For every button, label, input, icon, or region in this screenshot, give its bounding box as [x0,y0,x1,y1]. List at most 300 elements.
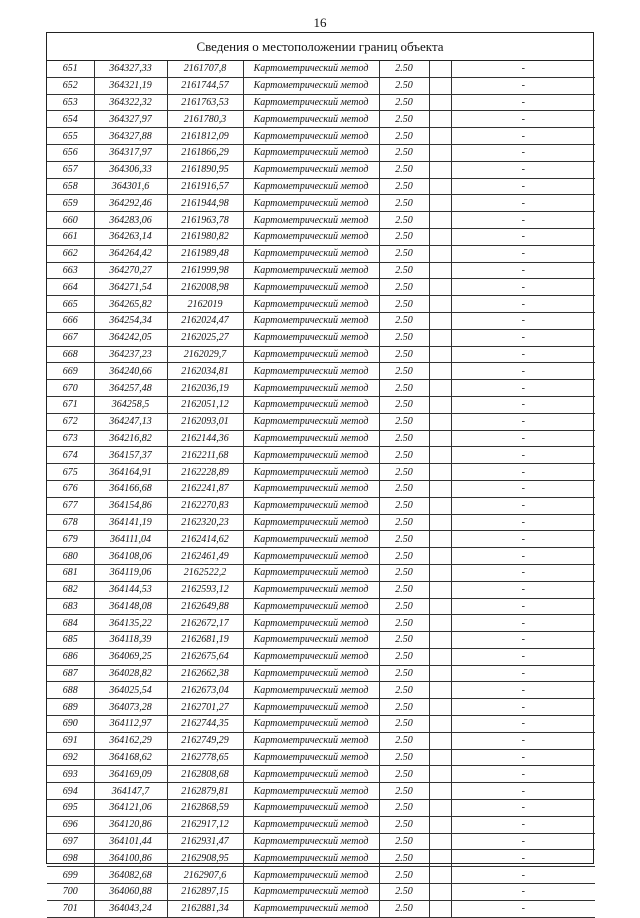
cell-coord-y: 2162228,89 [167,464,243,481]
cell-blank [429,833,451,850]
table-row [47,262,595,279]
cell-point-number: 664 [47,279,94,296]
cell-blank [429,212,451,229]
cell-accuracy: 2.50 [379,346,429,363]
cell-blank [429,128,451,145]
cell-point-number: 654 [47,111,94,128]
cell-description: - [451,212,595,229]
cell-coord-x: 364257,48 [94,380,167,397]
cell-method: Картометрический метод [243,749,379,766]
cell-coord-x: 364166,68 [94,480,167,497]
cell-coord-y: 2162673,04 [167,682,243,699]
cell-coord-y: 2162093,01 [167,413,243,430]
cell-point-number: 676 [47,480,94,497]
cell-point-number: 681 [47,564,94,581]
cell-method: Картометрический метод [243,312,379,329]
table-row [47,178,595,195]
cell-coord-y: 2162034,81 [167,363,243,380]
cell-coord-y: 2161944,98 [167,195,243,212]
cell-coord-y: 2161999,98 [167,262,243,279]
cell-accuracy: 2.50 [379,766,429,783]
cell-description: - [451,245,595,262]
cell-blank [429,867,451,884]
boundary-table-frame [46,32,594,915]
cell-coord-y: 2162897,15 [167,884,243,901]
table-row [47,648,595,665]
cell-point-number: 685 [47,632,94,649]
cell-accuracy: 2.50 [379,228,429,245]
cell-point-number: 673 [47,430,94,447]
table-row [47,598,595,615]
cell-accuracy: 2.50 [379,833,429,850]
cell-description: - [451,850,595,867]
cell-accuracy: 2.50 [379,279,429,296]
cell-blank [429,144,451,161]
cell-blank [429,346,451,363]
cell-accuracy: 2.50 [379,514,429,531]
cell-coord-y: 2161812,09 [167,128,243,145]
cell-accuracy: 2.50 [379,699,429,716]
cell-method: Картометрический метод [243,61,379,77]
cell-point-number: 686 [47,648,94,665]
table-row [47,94,595,111]
cell-point-number: 687 [47,665,94,682]
table-row [47,783,595,800]
cell-description: - [451,766,595,783]
table-row [47,884,595,901]
cell-point-number: 693 [47,766,94,783]
cell-coord-y: 2161707,8 [167,61,243,77]
cell-coord-x: 364265,82 [94,296,167,313]
cell-coord-x: 364327,33 [94,61,167,77]
cell-method: Картометрический метод [243,581,379,598]
cell-point-number: 690 [47,716,94,733]
cell-coord-x: 364321,19 [94,77,167,94]
cell-point-number: 651 [47,61,94,77]
cell-coord-x: 364327,88 [94,128,167,145]
cell-accuracy: 2.50 [379,464,429,481]
cell-blank [429,363,451,380]
cell-coord-x: 364120,86 [94,816,167,833]
cell-blank [429,749,451,766]
table-row [47,61,595,77]
cell-accuracy: 2.50 [379,716,429,733]
cell-method: Картометрический метод [243,900,379,917]
cell-point-number: 665 [47,296,94,313]
cell-accuracy: 2.50 [379,245,429,262]
cell-description: - [451,161,595,178]
cell-accuracy: 2.50 [379,632,429,649]
cell-coord-x: 364154,86 [94,497,167,514]
table-row [47,850,595,867]
cell-accuracy: 2.50 [379,61,429,77]
cell-method: Картометрический метод [243,346,379,363]
cell-accuracy: 2.50 [379,447,429,464]
cell-method: Картометрический метод [243,531,379,548]
cell-description: - [451,296,595,313]
cell-description: - [451,228,595,245]
cell-coord-y: 2161980,82 [167,228,243,245]
cell-method: Картометрический метод [243,716,379,733]
table-row [47,296,595,313]
cell-method: Картометрический метод [243,380,379,397]
table-row [47,732,595,749]
table-row [47,564,595,581]
cell-coord-x: 364271,54 [94,279,167,296]
table-row [47,363,595,380]
cell-coord-x: 364147,7 [94,783,167,800]
cell-point-number: 674 [47,447,94,464]
table-title: Сведения о местоположении границ объекта [47,33,593,61]
cell-description: - [451,61,595,77]
cell-accuracy: 2.50 [379,430,429,447]
cell-coord-y: 2162881,34 [167,900,243,917]
cell-coord-y: 2162649,88 [167,598,243,615]
cell-description: - [451,732,595,749]
table-row [47,766,595,783]
cell-method: Картометрический метод [243,783,379,800]
cell-point-number: 694 [47,783,94,800]
cell-accuracy: 2.50 [379,800,429,817]
cell-point-number: 671 [47,396,94,413]
cell-description: - [451,682,595,699]
table-row [47,682,595,699]
cell-accuracy: 2.50 [379,329,429,346]
cell-coord-x: 364292,46 [94,195,167,212]
cell-accuracy: 2.50 [379,732,429,749]
cell-accuracy: 2.50 [379,564,429,581]
cell-coord-y: 2162414,62 [167,531,243,548]
table-row [47,497,595,514]
cell-point-number: 653 [47,94,94,111]
cell-coord-x: 364283,06 [94,212,167,229]
cell-method: Картометрический метод [243,128,379,145]
cell-accuracy: 2.50 [379,212,429,229]
table-row [47,531,595,548]
cell-point-number: 682 [47,581,94,598]
cell-method: Картометрический метод [243,178,379,195]
cell-coord-x: 364112,97 [94,716,167,733]
cell-point-number: 672 [47,413,94,430]
cell-blank [429,228,451,245]
cell-accuracy: 2.50 [379,312,429,329]
cell-method: Картометрический метод [243,598,379,615]
cell-coord-x: 364157,37 [94,447,167,464]
cell-point-number: 652 [47,77,94,94]
cell-blank [429,464,451,481]
cell-accuracy: 2.50 [379,380,429,397]
cell-coord-y: 2162672,17 [167,615,243,632]
cell-description: - [451,816,595,833]
cell-coord-y: 2161916,57 [167,178,243,195]
cell-description: - [451,262,595,279]
cell-description: - [451,632,595,649]
cell-coord-y: 2162744,35 [167,716,243,733]
cell-description: - [451,380,595,397]
cell-blank [429,61,451,77]
cell-coord-y: 2162241,87 [167,480,243,497]
cell-coord-x: 364069,25 [94,648,167,665]
coordinates-table [47,61,595,918]
cell-point-number: 677 [47,497,94,514]
cell-method: Картометрический метод [243,665,379,682]
cell-coord-y: 2162036,19 [167,380,243,397]
cell-blank [429,514,451,531]
cell-coord-y: 2162270,83 [167,497,243,514]
cell-description: - [451,94,595,111]
cell-description: - [451,514,595,531]
cell-description: - [451,581,595,598]
cell-coord-x: 364306,33 [94,161,167,178]
cell-coord-x: 364121,06 [94,800,167,817]
cell-blank [429,783,451,800]
cell-accuracy: 2.50 [379,413,429,430]
cell-accuracy: 2.50 [379,884,429,901]
cell-description: - [451,312,595,329]
cell-description: - [451,833,595,850]
cell-method: Картометрический метод [243,413,379,430]
table-row [47,480,595,497]
cell-method: Картометрический метод [243,279,379,296]
table-row [47,900,595,917]
cell-blank [429,94,451,111]
cell-method: Картометрический метод [243,363,379,380]
cell-method: Картометрический метод [243,800,379,817]
cell-coord-y: 2162019 [167,296,243,313]
cell-coord-x: 364118,39 [94,632,167,649]
cell-description: - [451,749,595,766]
table-row [47,581,595,598]
cell-point-number: 663 [47,262,94,279]
cell-description: - [451,665,595,682]
cell-coord-x: 364082,68 [94,867,167,884]
cell-blank [429,111,451,128]
cell-coord-y: 2162778,65 [167,749,243,766]
cell-description: - [451,77,595,94]
cell-coord-x: 364108,06 [94,548,167,565]
cell-coord-y: 2162908,95 [167,850,243,867]
cell-coord-y: 2162675,64 [167,648,243,665]
cell-blank [429,900,451,917]
cell-coord-x: 364025,54 [94,682,167,699]
cell-blank [429,732,451,749]
table-row [47,615,595,632]
cell-blank [429,615,451,632]
cell-accuracy: 2.50 [379,598,429,615]
table-row [47,195,595,212]
cell-point-number: 692 [47,749,94,766]
cell-coord-y: 2161890,95 [167,161,243,178]
cell-point-number: 660 [47,212,94,229]
cell-blank [429,296,451,313]
cell-method: Картометрический метод [243,682,379,699]
cell-accuracy: 2.50 [379,867,429,884]
cell-accuracy: 2.50 [379,144,429,161]
cell-accuracy: 2.50 [379,615,429,632]
cell-coord-x: 364258,5 [94,396,167,413]
table-row [47,464,595,481]
table-row [47,716,595,733]
cell-point-number: 697 [47,833,94,850]
cell-coord-x: 364216,82 [94,430,167,447]
table-row [47,346,595,363]
cell-description: - [451,480,595,497]
cell-blank [429,800,451,817]
cell-method: Картометрический метод [243,699,379,716]
cell-coord-x: 364263,14 [94,228,167,245]
cell-blank [429,77,451,94]
table-row [47,632,595,649]
cell-coord-x: 364148,08 [94,598,167,615]
cell-accuracy: 2.50 [379,94,429,111]
cell-coord-x: 364060,88 [94,884,167,901]
cell-method: Картометрический метод [243,648,379,665]
table-row [47,111,595,128]
cell-accuracy: 2.50 [379,128,429,145]
cell-accuracy: 2.50 [379,262,429,279]
cell-description: - [451,178,595,195]
cell-description: - [451,783,595,800]
cell-method: Картометрический метод [243,430,379,447]
table-row [47,413,595,430]
cell-method: Картометрический метод [243,329,379,346]
cell-accuracy: 2.50 [379,296,429,313]
cell-coord-y: 2162808,68 [167,766,243,783]
cell-coord-y: 2162008,98 [167,279,243,296]
cell-coord-y: 2162522,2 [167,564,243,581]
cell-coord-y: 2161989,48 [167,245,243,262]
cell-blank [429,598,451,615]
table-row [47,396,595,413]
cell-blank [429,380,451,397]
cell-coord-x: 364327,97 [94,111,167,128]
table-row [47,329,595,346]
cell-blank [429,682,451,699]
table-row [47,430,595,447]
cell-blank [429,581,451,598]
table-row [47,128,595,145]
cell-accuracy: 2.50 [379,497,429,514]
cell-coord-x: 364168,62 [94,749,167,766]
cell-method: Картометрический метод [243,884,379,901]
cell-method: Картометрический метод [243,766,379,783]
cell-point-number: 657 [47,161,94,178]
cell-accuracy: 2.50 [379,161,429,178]
cell-blank [429,766,451,783]
cell-description: - [451,111,595,128]
cell-method: Картометрический метод [243,447,379,464]
cell-point-number: 698 [47,850,94,867]
table-row [47,867,595,884]
cell-accuracy: 2.50 [379,363,429,380]
cell-blank [429,413,451,430]
cell-description: - [451,497,595,514]
cell-method: Картометрический метод [243,111,379,128]
cell-method: Картометрический метод [243,867,379,884]
table-row [47,800,595,817]
cell-blank [429,329,451,346]
cell-coord-y: 2162025,27 [167,329,243,346]
cell-blank [429,245,451,262]
cell-method: Картометрический метод [243,161,379,178]
cell-description: - [451,430,595,447]
cell-description: - [451,564,595,581]
cell-method: Картометрический метод [243,228,379,245]
cell-description: - [451,800,595,817]
cell-blank [429,564,451,581]
cell-blank [429,665,451,682]
cell-method: Картометрический метод [243,262,379,279]
cell-blank [429,632,451,649]
cell-coord-x: 364254,34 [94,312,167,329]
cell-description: - [451,867,595,884]
cell-coord-x: 364237,23 [94,346,167,363]
cell-coord-x: 364322,32 [94,94,167,111]
cell-coord-y: 2162029,7 [167,346,243,363]
cell-accuracy: 2.50 [379,396,429,413]
cell-accuracy: 2.50 [379,682,429,699]
cell-accuracy: 2.50 [379,111,429,128]
cell-method: Картометрический метод [243,732,379,749]
cell-coord-y: 2162211,68 [167,447,243,464]
cell-coord-y: 2162917,12 [167,816,243,833]
cell-blank [429,195,451,212]
cell-description: - [451,363,595,380]
table-row [47,749,595,766]
cell-accuracy: 2.50 [379,665,429,682]
cell-coord-x: 364073,28 [94,699,167,716]
cell-blank [429,262,451,279]
cell-coord-y: 2161763,53 [167,94,243,111]
cell-method: Картометрический метод [243,615,379,632]
cell-description: - [451,329,595,346]
table-row [47,665,595,682]
cell-coord-y: 2162461,49 [167,548,243,565]
cell-coord-x: 364119,06 [94,564,167,581]
cell-accuracy: 2.50 [379,195,429,212]
table-row [47,279,595,296]
cell-point-number: 688 [47,682,94,699]
table-row [47,514,595,531]
cell-blank [429,548,451,565]
cell-description: - [451,413,595,430]
cell-blank [429,884,451,901]
cell-coord-y: 2162749,29 [167,732,243,749]
table-row [47,447,595,464]
cell-point-number: 679 [47,531,94,548]
cell-description: - [451,648,595,665]
cell-accuracy: 2.50 [379,648,429,665]
cell-method: Картометрический метод [243,497,379,514]
cell-blank [429,648,451,665]
cell-point-number: 691 [47,732,94,749]
cell-blank [429,497,451,514]
cell-blank [429,480,451,497]
cell-coord-y: 2162024,47 [167,312,243,329]
cell-coord-y: 2161963,78 [167,212,243,229]
cell-point-number: 661 [47,228,94,245]
cell-accuracy: 2.50 [379,178,429,195]
cell-blank [429,161,451,178]
cell-point-number: 659 [47,195,94,212]
cell-point-number: 669 [47,363,94,380]
cell-description: - [451,396,595,413]
cell-accuracy: 2.50 [379,480,429,497]
cell-description: - [451,447,595,464]
cell-coord-x: 364317,97 [94,144,167,161]
cell-blank [429,531,451,548]
cell-method: Картометрический метод [243,514,379,531]
